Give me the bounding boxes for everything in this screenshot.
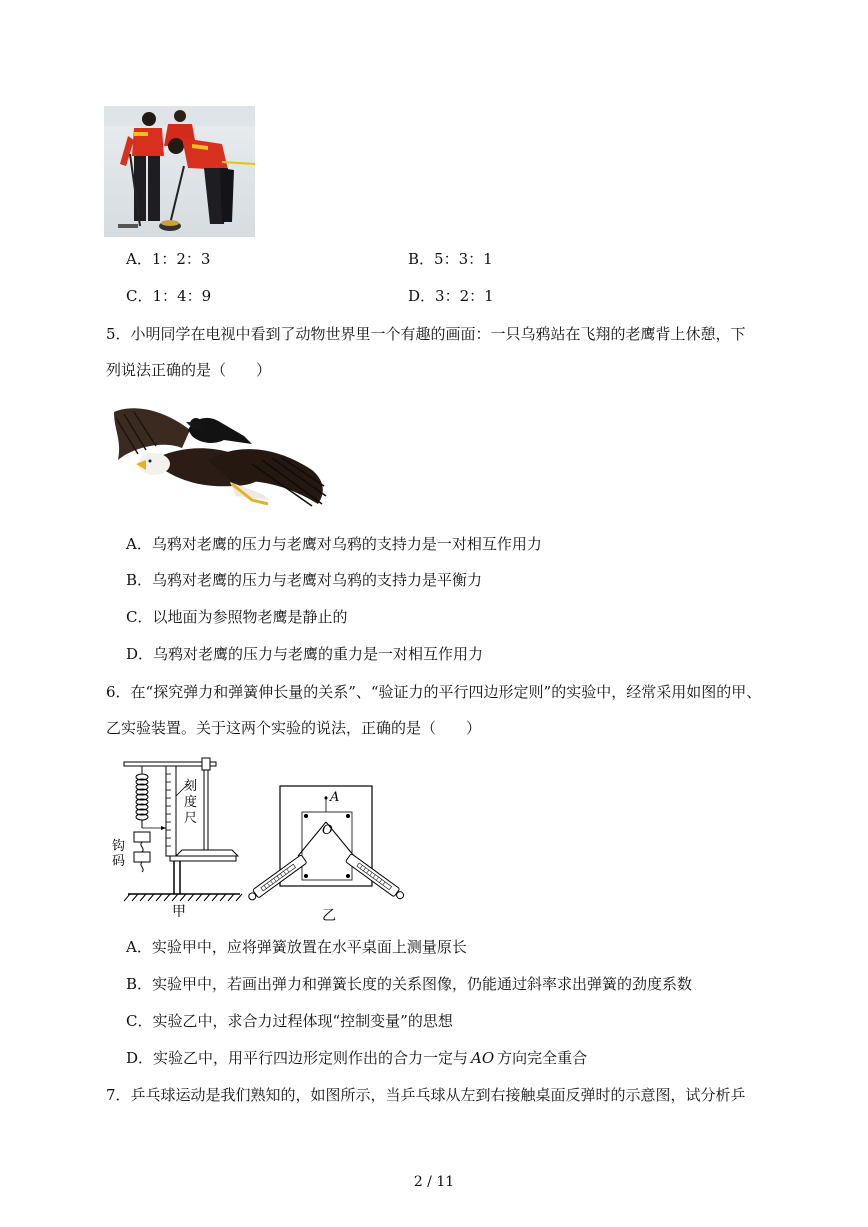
spring-and-parallelogram-apparatus [110, 756, 406, 924]
q5-option-a[interactable]: A．乌鸦对老鹰的压力与老鹰对乌鸦的支持力是一对相互作用力 [126, 535, 542, 553]
q6-stem-line2: 乙实验装置。关于这两个实验的说法，正确的是（ ） [106, 719, 482, 737]
q6-option-d[interactable] [126, 1048, 587, 1068]
label-ruler-1: 刻 [184, 779, 198, 794]
label-ruler-2: 度 [184, 795, 198, 810]
q5-option-c[interactable]: C．以地面为参照物老鹰是静止的 [126, 608, 348, 626]
label-hook-2: 码 [112, 854, 126, 869]
q7-stem-line1: 7．乒乓球运动是我们熟知的，如图所示，当乒乓球从左到右接触桌面反弹时的示意图，试分析乒 [106, 1086, 746, 1104]
q5-stem-line2: 列说法正确的是（ ） [106, 361, 272, 379]
q4-option-c[interactable]: C．1：4：9 [126, 287, 212, 305]
q4-option-d[interactable]: D．3：2：1 [408, 287, 494, 305]
label-point-o: O [322, 823, 333, 838]
label-ruler-3: 尺 [184, 811, 198, 826]
label-point-a: A [330, 790, 340, 805]
q6-option-d-ao: AO [471, 1049, 495, 1067]
label-jia: 甲 [172, 904, 186, 920]
q4-option-b[interactable]: B．5：3：1 [408, 250, 493, 268]
q5-stem-line1: 5．小明同学在电视中看到了动物世界里一个有趣的画面：一只乌鸦站在飞翔的老鹰背上休憩，下 [106, 325, 746, 343]
eagle-crow-image [112, 400, 328, 508]
q5-option-b[interactable]: B．乌鸦对老鹰的压力与老鹰对乌鸦的支持力是平衡力 [126, 571, 483, 589]
q6-option-a[interactable]: A．实验甲中，应将弹簧放置在水平桌面上测量原长 [126, 938, 467, 956]
curling-photo [104, 106, 255, 237]
label-yi: 乙 [322, 908, 336, 924]
q6-option-d-text-post: 方向完全重合 [497, 1049, 588, 1067]
q6-stem-line1: 6．在“探究弹力和弹簧伸长量的关系”、“验证力的平行四边形定则”的实验中，经常采用如图的甲、 [106, 683, 762, 701]
q5-option-d[interactable]: D．乌鸦对老鹰的压力与老鹰的重力是一对相互作用力 [126, 645, 484, 663]
q6-option-b[interactable]: B．实验甲中，若画出弹力和弹簧长度的关系图像，仍能通过斜率求出弹簧的劲度系数 [126, 975, 693, 993]
q6-option-c[interactable]: C．实验乙中，求合力过程体现“控制变量”的思想 [126, 1012, 453, 1030]
label-hook-1: 钩 [112, 839, 126, 854]
q4-option-a[interactable]: A．1：2：3 [126, 250, 211, 268]
page-number: 2 / 11 [413, 1174, 455, 1190]
q6-option-d-text-pre: D．实验乙中，用平行四边形定则作出的合力一定与 [126, 1049, 469, 1067]
